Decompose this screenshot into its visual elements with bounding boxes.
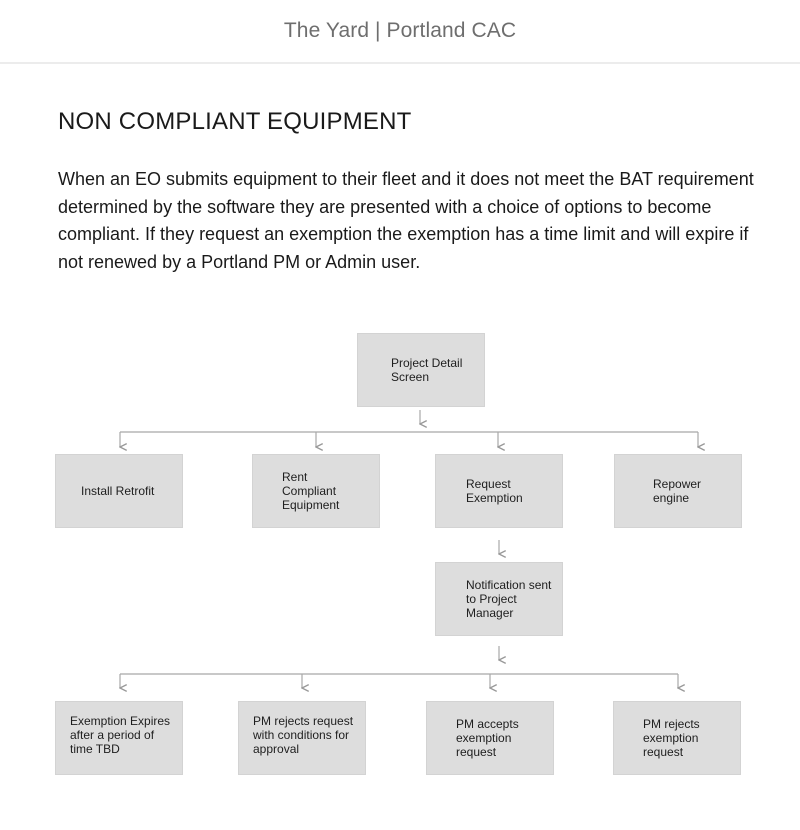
top-bar-title: The Yard | Portland CAC (283, 19, 517, 42)
box-pm-accepts-exemption (426, 701, 554, 775)
box-pm-rejects-with-conditions (238, 701, 366, 775)
box-label: Notification sent to Project Manager (466, 578, 552, 620)
box-exemption-expires (55, 701, 183, 775)
section-description: When an EO submits equipment to their fleet and it does not meet the BAT requirement determined by the software they are presented with a choice of options to become compliant. If they request an exemption the exemption has a time limit and will expire if not renewed by a Portland PM or Admin user. (58, 169, 754, 272)
box-label: Install Retrofit (81, 484, 155, 498)
box-label: Exemption Expires after a period of time TBD (70, 714, 171, 756)
box-label: Repower engine (653, 477, 702, 505)
box-label: Project Detail Screen (391, 356, 463, 384)
box-label: PM accepts exemption request (456, 717, 519, 759)
box-install-retrofit (55, 454, 183, 528)
box-label: Rent Compliant Equipment (282, 470, 340, 512)
box-repower-engine (614, 454, 742, 528)
box-pm-rejects-exemption (613, 701, 741, 775)
box-notification (435, 562, 563, 636)
box-label: Request Exemption (466, 477, 523, 505)
section-heading: NON COMPLIANT EQUIPMENT (58, 108, 412, 135)
box-label: PM rejects exemption request (643, 717, 700, 759)
top-bar (0, 0, 800, 64)
box-rent-compliant-equipment (252, 454, 380, 528)
box-label: PM rejects request with conditions for approval (253, 714, 354, 756)
box-request-exemption (435, 454, 563, 528)
box-project-detail-screen (357, 333, 485, 407)
